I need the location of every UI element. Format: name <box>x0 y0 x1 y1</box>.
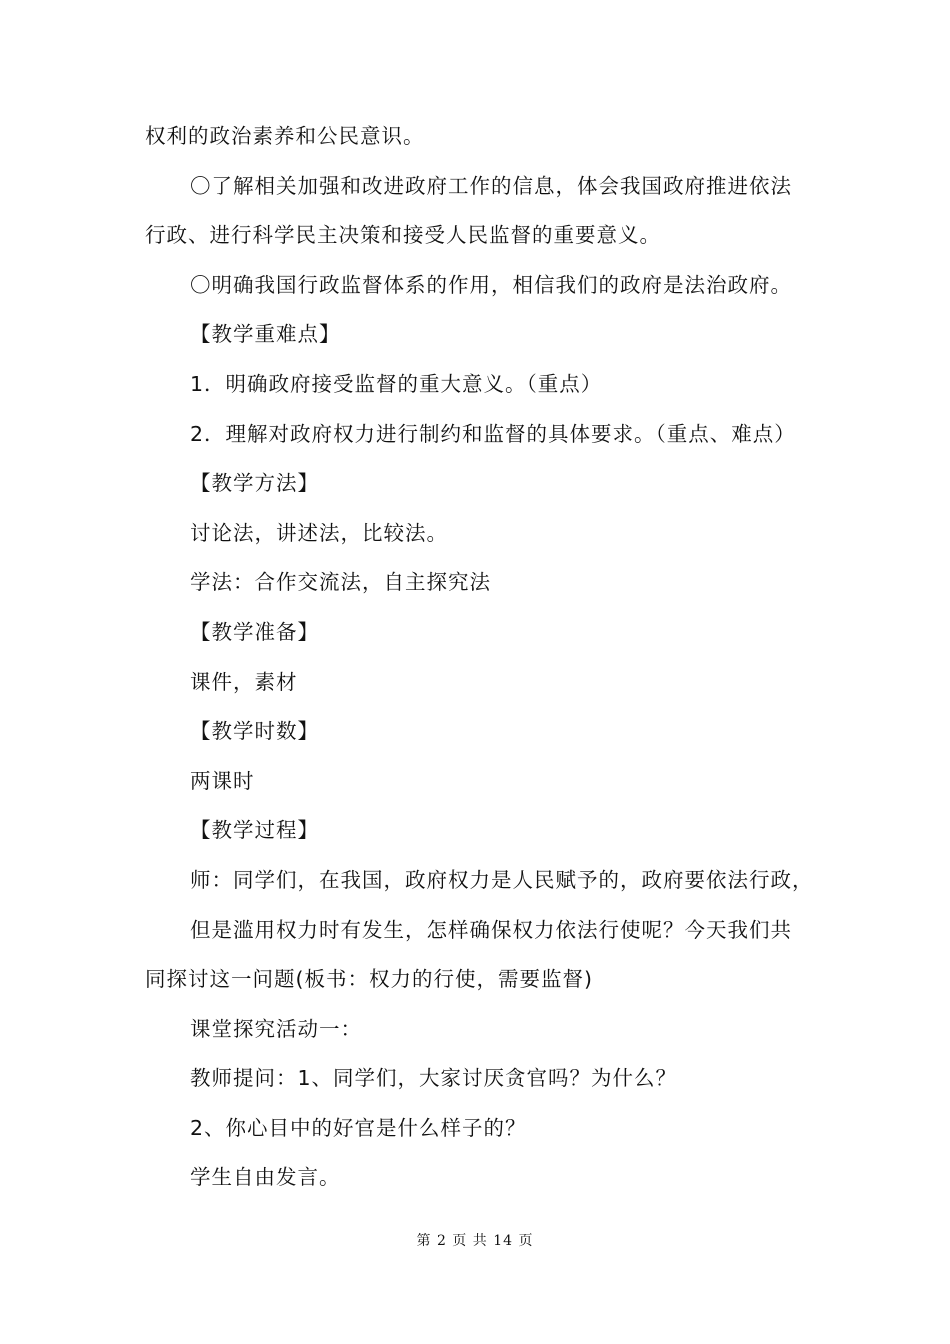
text-line: 但是滥用权力时有发生，怎样确保权力依法行使呢？今天我们共 <box>190 917 792 942</box>
section-heading-preparation: 【教学准备】 <box>190 619 319 644</box>
text-line: 教师提问：1、同学们，大家讨厌贪官吗？为什么？ <box>190 1066 678 1091</box>
text-line: 〇明确我国行政监督体系的作用，相信我们的政府是法治政府。 <box>190 272 792 297</box>
text-line: 讨论法，讲述法，比较法。 <box>190 520 448 545</box>
text-line: 课堂探究活动一： <box>190 1016 362 1041</box>
page-number-footer: 第 2 页 共 14 页 <box>416 1233 534 1249</box>
section-heading-methods: 【教学方法】 <box>190 471 319 496</box>
section-heading-hours: 【教学时数】 <box>190 719 319 744</box>
text-line: 2、你心目中的好官是什么样子的？ <box>190 1115 527 1140</box>
text-line: 〇了解相关加强和改进政府工作的信息，体会我国政府推进依法 <box>190 173 792 198</box>
text-line: 学法：合作交流法，自主探究法 <box>190 570 491 595</box>
document-body <box>145 112 825 1203</box>
list-item: 2．理解对政府权力进行制约和监督的具体要求。（重点、难点） <box>190 421 796 446</box>
section-heading-process: 【教学过程】 <box>190 818 319 843</box>
text-line: 师：同学们，在我国，政府权力是人民赋予的，政府要依法行政， <box>190 867 814 892</box>
text-line: 课件，素材 <box>190 669 298 694</box>
text-line: 学生自由发言。 <box>190 1165 341 1190</box>
section-heading-key-points: 【教学重难点】 <box>190 322 341 347</box>
text-line: 同探讨这一问题(板书：权力的行使，需要监督) <box>145 967 593 992</box>
list-item: 1．明确政府接受监督的重大意义。（重点） <box>190 371 603 396</box>
text-line: 行政、进行科学民主决策和接受人民监督的重要意义。 <box>145 223 661 248</box>
text-line: 权利的政治素养和公民意识。 <box>145 124 425 148</box>
text-line: 两课时 <box>190 768 255 793</box>
